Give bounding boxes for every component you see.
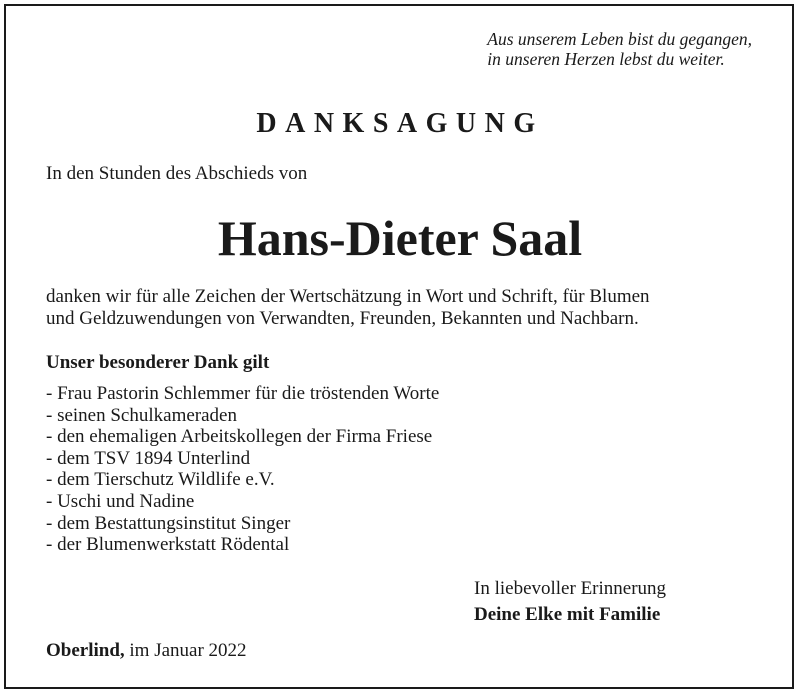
intro-text: In den Stunden des Abschieds von bbox=[46, 163, 308, 184]
notice-heading: DANKSAGUNG bbox=[256, 108, 544, 139]
list-item: - Frau Pastorin Schlemmer für die tröstenden Worte bbox=[46, 383, 440, 404]
list-item: - dem Tierschutz Wildlife e.V. bbox=[46, 469, 275, 491]
list-item: - Uschi und Nadine bbox=[46, 490, 195, 512]
signature: Deine Elke mit Familie bbox=[474, 604, 661, 625]
thanks-paragraph bbox=[46, 286, 650, 330]
thanks-line-2: und Geldzuwendungen von Verwandten, Freunden, Bekannten und Nachbarn. bbox=[46, 308, 639, 329]
place-date bbox=[46, 639, 247, 663]
list-item: - seinen Schulkameraden bbox=[46, 404, 237, 426]
thanks-line-1: danken wir für alle Zeichen der Wertschätzung in Wort und Schrift, für Blumen bbox=[46, 286, 650, 307]
place: Oberlind, bbox=[46, 640, 125, 661]
motto-line-2: in unseren Herzen lebst du weiter. bbox=[487, 49, 725, 69]
list-item: - dem Bestattungsinstitut Singer bbox=[46, 512, 291, 534]
date: im Januar 2022 bbox=[124, 640, 247, 661]
list-item: - der Blumenwerkstatt Rödental bbox=[46, 534, 290, 556]
list-item: - den ehemaligen Arbeitskollegen der Firma Friese bbox=[46, 426, 433, 448]
motto-line-1: Aus unserem Leben bist du gegangen, bbox=[487, 29, 752, 49]
special-thanks-heading: Unser besonderer Dank gilt bbox=[46, 352, 270, 373]
special-thanks-list bbox=[46, 383, 439, 556]
closing-block bbox=[474, 576, 666, 628]
motto-quote bbox=[487, 29, 752, 69]
remembrance-text: In liebevoller Erinnerung bbox=[474, 578, 667, 599]
deceased-name: Hans-Dieter Saal bbox=[217, 210, 583, 266]
list-item: - dem TSV 1894 Unterlind bbox=[46, 447, 251, 469]
